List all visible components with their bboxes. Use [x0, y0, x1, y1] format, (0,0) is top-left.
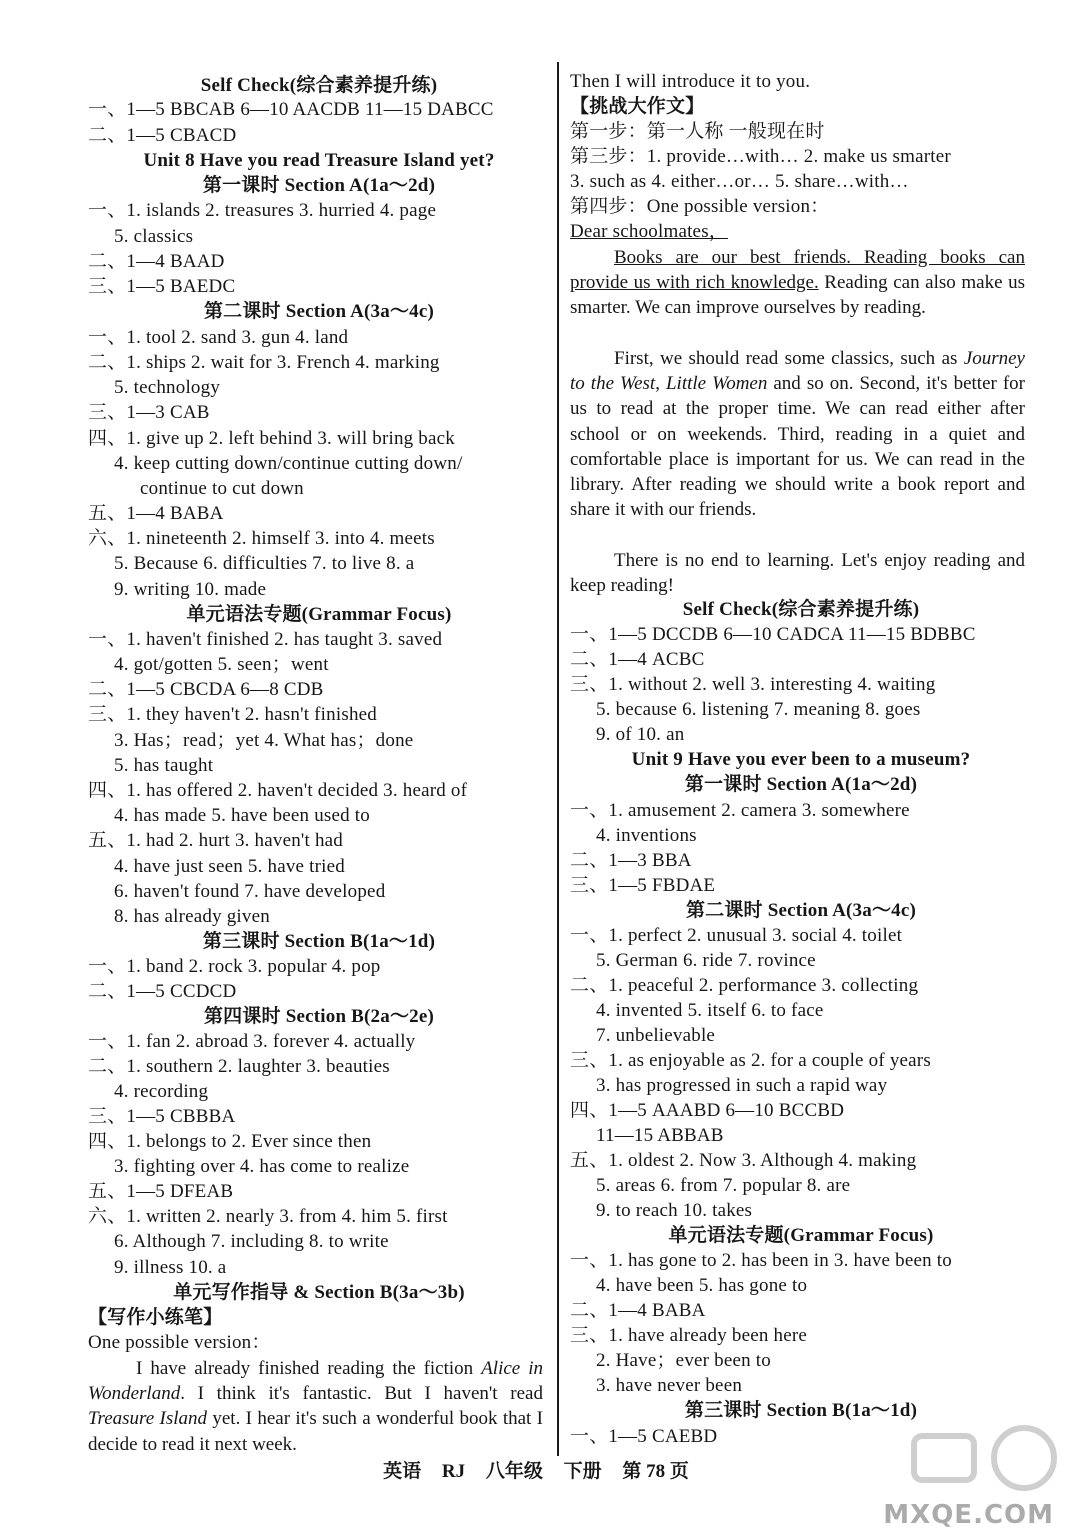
right-bottom-line: Self Check(综合素养提升练) [682, 599, 920, 620]
writing-sample-paragraph [88, 1356, 543, 1457]
right-bottom-line: 二、1—4 ACBC [570, 649, 705, 670]
left-line: 5. technology [114, 377, 221, 398]
right-bottom-line: 7. unbelievable [596, 1025, 716, 1046]
right-bottom-line: 9. of 10. an [596, 724, 685, 745]
right-top-line: Then I will introduce it to you. [570, 71, 811, 92]
left-line: 六、1. nineteenth 2. himself 3. into 4. meets [88, 528, 435, 549]
column-divider [557, 62, 559, 1456]
right-bottom-line: 4. invented 5. itself 6. to face [596, 1000, 824, 1021]
left-line: 三、1—3 CAB [88, 402, 210, 423]
essay-paragraph-2 [570, 346, 1025, 522]
left-line: 3. fighting over 4. has come to realize [114, 1156, 410, 1177]
right-bottom-line: 一、1. amusement 2. camera 3. somewhere [570, 800, 910, 821]
left-line: 五、1. had 2. hurt 3. haven't had [88, 830, 343, 851]
para-text: and so on. Second, it's better for us to read at the proper time. We can read either after school or on weekends. Third, reading in a quiet and comfortable place is important for us. We can read in the library. After reading we should write a book report and share it with our friends. [570, 373, 1025, 521]
left-line: 第三课时 Section B(1a～1d) [202, 931, 436, 952]
left-line: 二、1. southern 2. laughter 3. beauties [88, 1056, 390, 1077]
right-top-line: 第三步：1. provide…with… 2. make us smarter [570, 146, 951, 167]
right-bottom-line: 第一课时 Section A(1a～2d) [684, 774, 918, 795]
left-line: 第二课时 Section A(3a～4c) [203, 301, 435, 322]
left-line: 三、1—5 CBBBA [88, 1106, 236, 1127]
right-bottom-line: 5. German 6. ride 7. rovince [596, 950, 816, 971]
left-line: 四、1. give up 2. left behind 3. will bring back [88, 428, 455, 449]
left-line: 二、1—5 CBCDA 6—8 CDB [88, 679, 324, 700]
para-text: Reading can also make us smarter. We can improve ourselves by reading. [570, 272, 1025, 319]
right-top-line: 【挑战大作文】 [570, 96, 705, 117]
left-line: 四、1. has offered 2. haven't decided 3. heard of [88, 780, 468, 801]
right-bottom-line: 五、1. oldest 2. Now 3. Although 4. making [570, 1150, 917, 1171]
left-line: 二、1—5 CBACD [88, 125, 237, 146]
left-line: 三、1—5 BAEDC [88, 276, 236, 297]
left-line: 五、1—4 BABA [88, 503, 224, 524]
left-line: 第四课时 Section B(2a～2e) [203, 1006, 435, 1027]
footer-grade: 八年级 [485, 1461, 543, 1482]
left-line: 4. have just seen 5. have tried [114, 856, 345, 877]
left-line: 5. has taught [114, 755, 214, 776]
right-bottom-line: 二、1—3 BBA [570, 850, 692, 871]
footer-volume: 下册 [563, 1461, 602, 1482]
left-line: 4. keep cutting down/continue cutting down/ [114, 453, 463, 474]
book-title: Alice in Wonderland [88, 1358, 544, 1405]
right-bottom-line: 单元语法专题(Grammar Focus) [668, 1225, 934, 1246]
right-bottom-line: 2. Have；ever been to [596, 1350, 771, 1371]
right-bottom-line: 4. inventions [596, 825, 697, 846]
left-line: 第一课时 Section A(1a～2d) [202, 175, 436, 196]
left-line: 一、1—5 BBCAB 6—10 AACDB 11—15 DABCC [88, 99, 494, 120]
right-bottom-line: 四、1—5 AAABD 6—10 BCCBD [570, 1100, 845, 1121]
para-text: , [655, 373, 666, 395]
book-title: Little Women [665, 373, 768, 395]
right-bottom-line: 一、1. has gone to 2. has been in 3. have been to [570, 1250, 952, 1271]
book-title: Journey to the West [570, 348, 1025, 395]
left-line: 一、1. islands 2. treasures 3. hurried 4. page [88, 200, 437, 221]
para-text: . I think it's fantastic. But I haven't read [180, 1383, 543, 1405]
left-line: 【写作小练笔】 [88, 1307, 223, 1328]
watermark-site: MXQE.COM [883, 1500, 1054, 1530]
left-line: 8. has already given [114, 906, 270, 927]
right-top-line: 3. such as 4. either…or… 5. share…with… [570, 171, 909, 192]
right-top-line: 第四步：One possible version： [570, 196, 830, 217]
left-line: 二、1. ships 2. wait for 3. French 4. marking [88, 352, 440, 373]
left-line: 一、1. haven't finished 2. has taught 3. saved [88, 629, 443, 650]
right-bottom-line: 3. have never been [596, 1375, 743, 1396]
right-bottom-line: 4. have been 5. has gone to [596, 1275, 808, 1296]
right-bottom-line: 9. to reach 10. takes [596, 1200, 753, 1221]
right-bottom-line: 5. because 6. listening 7. meaning 8. goes [596, 699, 921, 720]
left-line: 一、1. tool 2. sand 3. gun 4. land [88, 327, 349, 348]
right-top-line: 第一步：第一人称 一般现在时 [570, 121, 825, 142]
left-line: 一、1. fan 2. abroad 3. forever 4. actually [88, 1031, 416, 1052]
book-title: Treasure Island [88, 1408, 208, 1430]
para-text: I have already finished reading the fiction [136, 1358, 474, 1379]
para-text: First, we should read some classics, such as [614, 348, 964, 369]
right-bottom-line: 一、1—5 CAEBD [570, 1426, 718, 1447]
left-line: 5. Because 6. difficulties 7. to live 8. a [114, 553, 415, 574]
right-bottom-line: 11—15 ABBAB [596, 1125, 724, 1146]
left-line: 四、1. belongs to 2. Ever since then [88, 1131, 372, 1152]
right-bottom-line: 第三课时 Section B(1a～1d) [684, 1400, 918, 1421]
left-line: 4. has made 5. have been used to [114, 805, 370, 826]
right-bottom-line: 二、1. peaceful 2. performance 3. collecting [570, 975, 919, 996]
left-line: 三、1. they haven't 2. hasn't finished [88, 704, 377, 725]
right-bottom-line: 一、1—5 DCCDB 6—10 CADCA 11—15 BDBBC [570, 624, 976, 645]
right-top-line: Dear schoolmates， [570, 221, 728, 242]
left-line: 9. illness 10. a [114, 1257, 227, 1278]
left-line: 二、1—4 BAAD [88, 251, 225, 272]
para-text: yet. I hear it's such a wonderful book that I decide to read it next week. [88, 1408, 543, 1455]
left-line: Self Check(综合素养提升练) [200, 75, 438, 96]
left-line: 单元语法专题(Grammar Focus) [186, 604, 452, 625]
right-bottom-line: 5. areas 6. from 7. popular 8. are [596, 1175, 851, 1196]
left-line: continue to cut down [140, 478, 304, 499]
left-line: 单元写作指导 & Section B(3a～3b) [173, 1282, 465, 1303]
left-line: Unit 8 Have you read Treasure Island yet? [143, 150, 495, 171]
right-bottom-line: 三、1. without 2. well 3. interesting 4. waiting [570, 674, 936, 695]
left-line: 一、1. band 2. rock 3. popular 4. pop [88, 956, 381, 977]
left-line: 6. haven't found 7. have developed [114, 881, 386, 902]
right-bottom-line: 二、1—4 BABA [570, 1300, 706, 1321]
footer-subject: 英语 [383, 1461, 422, 1482]
essay-paragraph-3 [570, 548, 1025, 598]
right-bottom-line: 第二课时 Section A(3a～4c) [685, 900, 917, 921]
right-bottom-line: 三、1. have already been here [570, 1325, 807, 1346]
left-line: 5. classics [114, 226, 194, 247]
footer-page-number: 第 78 页 [622, 1461, 689, 1482]
para-text: There is no end to learning. Let's enjoy reading and keep reading! [570, 550, 1025, 597]
left-line: 4. got/gotten 5. seen；went [114, 654, 329, 675]
right-bottom-line: 三、1—5 FBDAE [570, 875, 716, 896]
left-line: 二、1—5 CCDCD [88, 981, 237, 1002]
left-line: 3. Has；read；yet 4. What has；done [114, 730, 414, 751]
right-bottom-line: 一、1. perfect 2. unusual 3. social 4. toilet [570, 925, 903, 946]
left-line: 五、1—5 DFEAB [88, 1181, 234, 1202]
left-line: 9. writing 10. made [114, 579, 267, 600]
left-line: 六、1. written 2. nearly 3. from 4. him 5. first [88, 1206, 448, 1227]
right-bottom-line: Unit 9 Have you ever been to a museum? [631, 749, 971, 770]
footer-edition: RJ [441, 1461, 466, 1482]
left-line: One possible version： [88, 1332, 271, 1353]
right-bottom-line: 3. has progressed in such a rapid way [596, 1075, 888, 1096]
left-line: 4. recording [114, 1081, 209, 1102]
underlined-sentence: Books are our best friends. Reading books can provide us with rich knowledge. [570, 247, 1025, 294]
right-bottom-line: 三、1. as enjoyable as 2. for a couple of years [570, 1050, 931, 1071]
left-line: 6. Although 7. including 8. to write [114, 1231, 389, 1252]
essay-paragraph-1 [570, 245, 1025, 321]
